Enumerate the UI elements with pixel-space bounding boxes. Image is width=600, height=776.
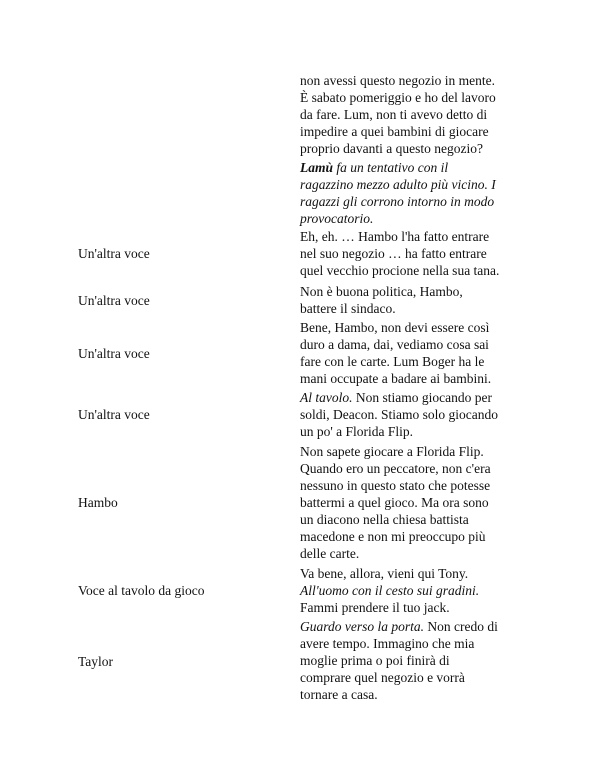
text-line: Va bene, allora, vieni qui Tony.: [300, 566, 469, 581]
text-line: impedire a quei bambini di giocare: [300, 124, 489, 139]
text-line: Non sapete giocare a Florida Flip.: [300, 444, 484, 459]
text-line: ragazzino mezzo adulto più vicino. I: [300, 177, 496, 192]
dialogue-text: [300, 565, 550, 616]
stage-direction: [300, 159, 550, 227]
stage-direction: Al tavolo.: [300, 390, 353, 405]
dialogue-text: [300, 443, 550, 562]
speaker-name: Taylor: [78, 654, 114, 669]
dialogue-text: [300, 319, 550, 387]
text-line: proprio davanti a questo negozio?: [300, 141, 483, 156]
text-line: macedone e non mi preoccupo più: [300, 529, 486, 544]
speaker-name: Un'altra voce: [78, 246, 150, 261]
text-line: tornare a casa.: [300, 687, 378, 702]
text-line: battermi a quel gioco. Ma ora sono: [300, 495, 489, 510]
stage-direction: All'uomo con il cesto sui gradini.: [300, 583, 480, 598]
speaker-name: Voce al tavolo da gioco: [78, 583, 205, 598]
text-line: un po' a Florida Flip.: [300, 424, 414, 439]
text-line: da fare. Lum, non ti avevo detto di: [300, 107, 488, 122]
text-line: provocatorio.: [300, 211, 374, 226]
text-line: Lamù fa un tentativo con il: [300, 160, 449, 175]
text-line: avere tempo. Immagino che mia: [300, 636, 475, 651]
dialogue-text: [300, 228, 550, 279]
text-line: Eh, eh. … Hambo l'ha fatto entrare: [300, 229, 490, 244]
speaker-name: Un'altra voce: [78, 293, 150, 308]
text-line: quel vecchio procione nella sua tana.: [300, 263, 500, 278]
dialogue-text: [300, 618, 550, 703]
text-line: soldi, Deacon. Stiamo solo giocando: [300, 407, 498, 422]
text-line: Non è buona politica, Hambo,: [300, 284, 463, 299]
dialogue-text: [300, 389, 550, 440]
text-line: duro a dama, dai, vediamo cosa sai: [300, 337, 489, 352]
speaker-name: Un'altra voce: [78, 346, 150, 361]
text-line: Fammi prendere il tuo jack.: [300, 600, 450, 615]
text-line: fare con le carte. Lum Boger ha le: [300, 354, 485, 369]
dialogue-text: [300, 72, 550, 157]
text-line: ragazzi gli corrono intorno in modo: [300, 194, 495, 209]
character-name: Lamù: [300, 160, 334, 175]
text-line: battere il sindaco.: [300, 301, 396, 316]
text-line: Quando ero un peccatore, non c'era: [300, 461, 491, 476]
speaker-name: Un'altra voce: [78, 407, 150, 422]
text-line: Bene, Hambo, non devi essere così: [300, 320, 490, 335]
text-line: nessuno in questo stato che potesse: [300, 478, 491, 493]
text-line: moglie prima o poi finirà di: [300, 653, 450, 668]
stage-direction: Guardo verso la porta.: [300, 619, 424, 634]
dialogue-text: [300, 283, 550, 317]
text-line: un diacono nella chiesa battista: [300, 512, 469, 527]
speaker-name: Hambo: [78, 495, 118, 510]
text-line: Al tavolo. Non stiamo giocando per: [300, 390, 492, 405]
text-line: delle carte.: [300, 546, 360, 561]
text-line: nel suo negozio … ha fatto entrare: [300, 246, 487, 261]
text-line: comprare quel negozio e vorrà: [300, 670, 465, 685]
text-line: non avessi questo negozio in mente.: [300, 73, 495, 88]
text-line: mani occupate a badare ai bambini.: [300, 371, 492, 386]
text-line: È sabato pomeriggio e ho del lavoro: [300, 90, 496, 105]
text-line: Guardo verso la porta. Non credo di: [300, 619, 498, 634]
